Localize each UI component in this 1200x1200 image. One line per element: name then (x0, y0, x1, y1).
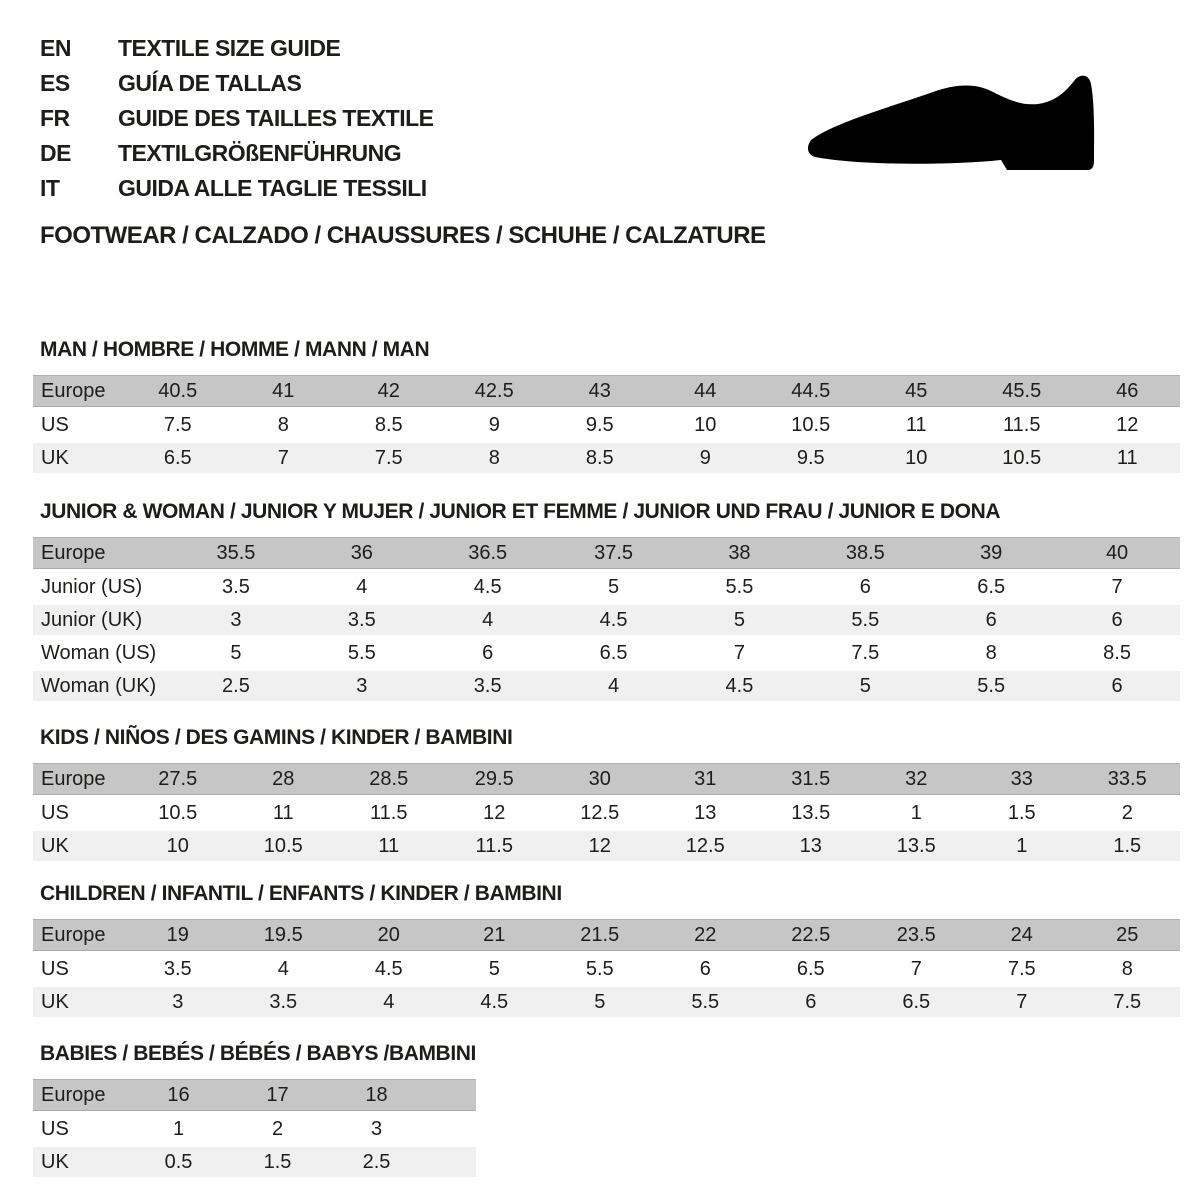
size-cell: 4 (299, 572, 425, 602)
size-cell: 4 (551, 671, 677, 701)
section-title-junior-woman: JUNIOR & WOMAN / JUNIOR Y MUJER / JUNIOR ET FEMME / JUNIOR UND FRAU / JUNIOR E DONA (40, 500, 1001, 523)
size-cell: 12 (1075, 410, 1181, 440)
size-cell: 5.5 (802, 605, 928, 635)
row-label: Europe (33, 537, 173, 569)
section-title-babies: BABIES / BEBÉS / BÉBÉS / BABYS /BAMBINI (40, 1042, 476, 1065)
table-row-europe (33, 537, 1180, 569)
size-cell: 1.5 (228, 1147, 327, 1177)
size-cell: 32 (864, 763, 970, 795)
size-cell: 10 (125, 831, 231, 861)
size-cell: 6.5 (758, 954, 864, 984)
row-label: UK (33, 831, 125, 861)
size-cell: 43 (547, 375, 653, 407)
size-cell: 8.5 (336, 410, 442, 440)
size-cell: 2 (228, 1114, 327, 1144)
size-cell: 11.5 (969, 410, 1075, 440)
size-cell: 39 (928, 537, 1054, 569)
size-cell: 10.5 (758, 410, 864, 440)
table-row-junior-us (33, 572, 1180, 602)
size-cell: 12 (547, 831, 653, 861)
size-cell: 38.5 (802, 537, 928, 569)
row-label: Europe (33, 1079, 129, 1111)
size-cell: 8 (442, 443, 548, 473)
row-label: US (33, 1114, 129, 1144)
size-cell: 37.5 (551, 537, 677, 569)
size-cell: 44 (653, 375, 759, 407)
size-cell: 17 (228, 1079, 327, 1111)
size-cell: 5 (802, 671, 928, 701)
size-cell: 1.5 (1075, 831, 1181, 861)
section-title-man: MAN / HOMBRE / HOMME / MANN / MAN (40, 338, 430, 361)
size-cell: 8 (231, 410, 337, 440)
size-cell: 4.5 (336, 954, 442, 984)
table-row-us (33, 410, 1180, 440)
row-label: US (33, 410, 125, 440)
table-row-junior-uk (33, 605, 1180, 635)
row-label: Europe (33, 375, 125, 407)
size-cell: 6 (653, 954, 759, 984)
table-row-uk (33, 831, 1180, 861)
size-cell: 8.5 (547, 443, 653, 473)
size-cell: 33.5 (1075, 763, 1181, 795)
size-cell: 5.5 (653, 987, 759, 1017)
size-cell: 40 (1054, 537, 1180, 569)
size-cell: 3.5 (173, 572, 299, 602)
lang-label-it: GUIDA ALLE TAGLIE TESSILI (118, 175, 427, 201)
size-table-kids (33, 760, 1180, 864)
size-cell: 6.5 (864, 987, 970, 1017)
size-cell: 35.5 (173, 537, 299, 569)
size-cell: 8.5 (1054, 638, 1180, 668)
lang-code-de: DE (40, 140, 71, 166)
category-heading: FOOTWEAR / CALZADO / CHAUSSURES / SCHUHE / CALZATURE (40, 222, 766, 249)
size-cell: 22.5 (758, 919, 864, 951)
table-row-europe (33, 375, 1180, 407)
size-cell: 5 (547, 987, 653, 1017)
table-row-us (33, 1114, 476, 1144)
size-cell: 7 (864, 954, 970, 984)
row-label: UK (33, 1147, 129, 1177)
table-row-us (33, 798, 1180, 828)
lang-label-fr: GUIDE DES TAILLES TEXTILE (118, 105, 434, 131)
size-cell: 6 (425, 638, 551, 668)
size-cell: 13 (758, 831, 864, 861)
size-cell: 2 (1075, 798, 1181, 828)
row-label: US (33, 954, 125, 984)
size-cell: 3.5 (125, 954, 231, 984)
size-cell: 5 (551, 572, 677, 602)
size-cell: 10.5 (231, 831, 337, 861)
size-cell: 45.5 (969, 375, 1075, 407)
size-cell: 25 (1075, 919, 1181, 951)
size-cell: 38 (677, 537, 803, 569)
size-cell: 11 (1075, 443, 1181, 473)
size-cell: 5 (442, 954, 548, 984)
size-cell: 41 (231, 375, 337, 407)
row-label: Europe (33, 763, 125, 795)
size-cell: 0.5 (129, 1147, 228, 1177)
lang-code-es: ES (40, 70, 70, 96)
size-cell: 6.5 (551, 638, 677, 668)
size-cell: 4 (336, 987, 442, 1017)
size-cell: 5.5 (547, 954, 653, 984)
size-cell: 9 (653, 443, 759, 473)
size-cell: 11 (336, 831, 442, 861)
size-cell: 2.5 (327, 1147, 426, 1177)
size-cell: 9.5 (758, 443, 864, 473)
size-cell: 21 (442, 919, 548, 951)
size-cell: 36.5 (425, 537, 551, 569)
size-cell: 12 (442, 798, 548, 828)
size-cell: 31 (653, 763, 759, 795)
size-cell: 44.5 (758, 375, 864, 407)
size-cell: 11.5 (442, 831, 548, 861)
size-cell: 7 (969, 987, 1075, 1017)
lang-row-en (40, 31, 434, 66)
size-table-man (33, 372, 1180, 476)
size-cell: 1 (969, 831, 1075, 861)
lang-row-fr (40, 101, 434, 136)
lang-label-en: TEXTILE SIZE GUIDE (118, 35, 341, 61)
size-cell: 13.5 (864, 831, 970, 861)
size-cell: 6 (1054, 605, 1180, 635)
size-cell: 7 (231, 443, 337, 473)
size-cell: 4 (231, 954, 337, 984)
size-cell: 11 (864, 410, 970, 440)
size-cell: 3.5 (425, 671, 551, 701)
size-cell: 5 (173, 638, 299, 668)
size-cell: 5.5 (677, 572, 803, 602)
row-label: Woman (UK) (33, 671, 173, 701)
size-cell: 36 (299, 537, 425, 569)
row-label: Junior (UK) (33, 605, 173, 635)
table-row-uk (33, 1147, 476, 1177)
size-cell: 4.5 (442, 987, 548, 1017)
size-cell: 3.5 (231, 987, 337, 1017)
lang-label-es: GUÍA DE TALLAS (118, 70, 302, 96)
size-cell: 22 (653, 919, 759, 951)
table-row-uk (33, 987, 1180, 1017)
spacer-cell (426, 1079, 476, 1111)
table-row-europe (33, 1079, 476, 1111)
size-cell: 10.5 (125, 798, 231, 828)
table-row-europe (33, 763, 1180, 795)
size-cell: 10 (864, 443, 970, 473)
size-cell: 13.5 (758, 798, 864, 828)
size-cell: 7.5 (802, 638, 928, 668)
lang-row-it (40, 171, 434, 206)
size-table-babies (33, 1076, 476, 1180)
size-cell: 21.5 (547, 919, 653, 951)
row-label: UK (33, 987, 125, 1017)
size-cell: 30 (547, 763, 653, 795)
lang-code-fr: FR (40, 105, 70, 131)
size-cell: 6 (802, 572, 928, 602)
size-cell: 20 (336, 919, 442, 951)
size-cell: 6.5 (125, 443, 231, 473)
size-cell: 5 (677, 605, 803, 635)
size-cell: 5.5 (299, 638, 425, 668)
table-row-europe (33, 919, 1180, 951)
size-cell: 5.5 (928, 671, 1054, 701)
size-cell: 11.5 (336, 798, 442, 828)
size-cell: 4 (425, 605, 551, 635)
size-section-man (33, 338, 1180, 476)
size-cell: 12.5 (547, 798, 653, 828)
language-title-block (40, 31, 434, 206)
spacer-cell (426, 1114, 476, 1144)
section-title-children: CHILDREN / INFANTIL / ENFANTS / KINDER / BAMBINI (40, 882, 562, 905)
row-label: Europe (33, 919, 125, 951)
size-cell: 33 (969, 763, 1075, 795)
size-cell: 4.5 (551, 605, 677, 635)
size-cell: 6.5 (928, 572, 1054, 602)
size-cell: 16 (129, 1079, 228, 1111)
size-cell: 3.5 (299, 605, 425, 635)
shoe-icon (803, 60, 1141, 188)
row-label: Junior (US) (33, 572, 173, 602)
size-cell: 3 (125, 987, 231, 1017)
size-cell: 9.5 (547, 410, 653, 440)
lang-label-de: TEXTILGRÖßENFÜHRUNG (118, 140, 402, 166)
size-cell: 7.5 (1075, 987, 1181, 1017)
size-cell: 1 (864, 798, 970, 828)
size-cell: 27.5 (125, 763, 231, 795)
size-cell: 8 (1075, 954, 1181, 984)
size-cell: 10 (653, 410, 759, 440)
size-cell: 8 (928, 638, 1054, 668)
size-cell: 11 (231, 798, 337, 828)
lang-code-en: EN (40, 35, 71, 61)
size-cell: 13 (653, 798, 759, 828)
size-cell: 1 (129, 1114, 228, 1144)
size-cell: 7.5 (336, 443, 442, 473)
size-cell: 6 (758, 987, 864, 1017)
size-cell: 45 (864, 375, 970, 407)
table-row-us (33, 954, 1180, 984)
size-cell: 29.5 (442, 763, 548, 795)
size-cell: 18 (327, 1079, 426, 1111)
size-cell: 40.5 (125, 375, 231, 407)
size-section-kids (33, 726, 1180, 864)
lang-row-es (40, 66, 434, 101)
table-row-uk (33, 443, 1180, 473)
size-cell: 4.5 (425, 572, 551, 602)
size-cell: 4.5 (677, 671, 803, 701)
size-cell: 6 (1054, 671, 1180, 701)
size-cell: 3 (327, 1114, 426, 1144)
lang-code-it: IT (40, 175, 60, 201)
row-label: US (33, 798, 125, 828)
size-cell: 28.5 (336, 763, 442, 795)
size-cell: 9 (442, 410, 548, 440)
size-cell: 6 (928, 605, 1054, 635)
size-cell: 46 (1075, 375, 1181, 407)
size-cell: 31.5 (758, 763, 864, 795)
size-table-children (33, 916, 1180, 1020)
size-cell: 42 (336, 375, 442, 407)
size-cell: 2.5 (173, 671, 299, 701)
size-section-babies (33, 1042, 1180, 1180)
size-cell: 12.5 (653, 831, 759, 861)
size-cell: 10.5 (969, 443, 1075, 473)
size-cell: 7 (677, 638, 803, 668)
size-cell: 3 (173, 605, 299, 635)
size-cell: 3 (299, 671, 425, 701)
section-title-kids: KIDS / NIÑOS / DES GAMINS / KINDER / BAMBINI (40, 726, 513, 749)
row-label: Woman (US) (33, 638, 173, 668)
size-cell: 19 (125, 919, 231, 951)
size-cell: 23.5 (864, 919, 970, 951)
size-cell: 19.5 (231, 919, 337, 951)
size-cell: 24 (969, 919, 1075, 951)
size-cell: 7.5 (125, 410, 231, 440)
spacer-cell (426, 1147, 476, 1177)
row-label: UK (33, 443, 125, 473)
size-cell: 7.5 (969, 954, 1075, 984)
size-section-children (33, 882, 1180, 1020)
table-row-woman-us (33, 638, 1180, 668)
size-cell: 28 (231, 763, 337, 795)
size-section-junior-woman (33, 500, 1180, 704)
lang-row-de (40, 136, 434, 171)
table-row-woman-uk (33, 671, 1180, 701)
size-cell: 42.5 (442, 375, 548, 407)
size-cell: 1.5 (969, 798, 1075, 828)
size-table-junior-woman (33, 534, 1180, 704)
size-cell: 7 (1054, 572, 1180, 602)
